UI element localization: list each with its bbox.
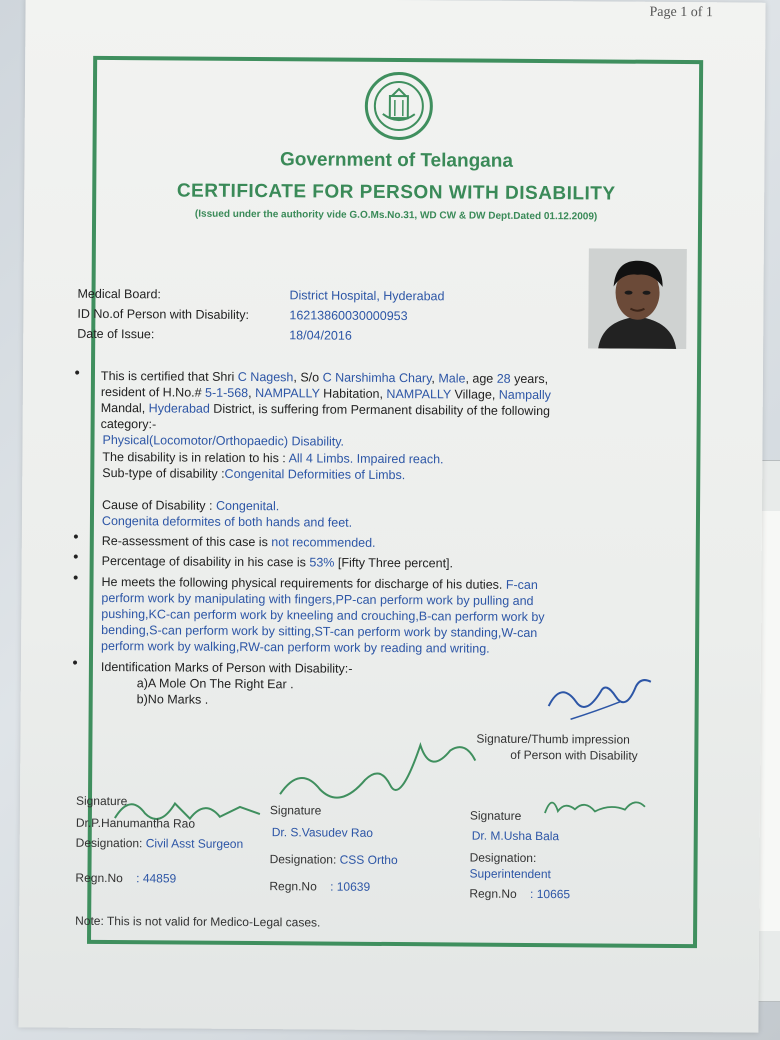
designation-1: Designation: Civil Asst Surgeon xyxy=(75,835,244,851)
signature-label-3: Signature xyxy=(469,808,522,823)
regn-1: Regn.No : 44859 xyxy=(75,870,177,886)
regn-3: Regn.No : 10665 xyxy=(469,886,571,902)
designation-3: Superintendent xyxy=(469,866,551,882)
cause-detail: Congenita deformites of both hands and feet. xyxy=(101,513,353,530)
designation-label-3: Designation: xyxy=(469,850,537,866)
bullet: • xyxy=(72,365,82,382)
doctor-name-2: Dr. S.Vasudev Rao xyxy=(271,825,374,840)
signature-label-1: Signature xyxy=(75,793,128,809)
medico-legal-note: Note: This is not valid for Medico-Legal cases. xyxy=(75,913,321,930)
date-value: 18/04/2016 xyxy=(289,328,352,343)
reassessment-line: Re-assessment of this case is not recommended. xyxy=(101,533,376,550)
identification-label: Identification Marks of Person with Disability:- xyxy=(100,659,353,676)
cause-line: Cause of Disability : Congenital. xyxy=(102,497,280,514)
signature-3 xyxy=(540,791,660,822)
person-signature-label2: of Person with Disability xyxy=(510,747,638,763)
person-signature xyxy=(540,661,660,732)
government-heading: Government of Telangana xyxy=(279,149,514,172)
percentage-line: Percentage of disability in his case is 53% [Fifty Three percent]. xyxy=(101,553,454,571)
signature-label-2: Signature xyxy=(269,803,322,818)
certificate-paper xyxy=(18,0,765,1033)
designation-2: Designation: CSS Ortho xyxy=(269,852,398,868)
medical-board-value: District Hospital, Hyderabad xyxy=(289,288,445,304)
mark-a: a)A Mole On The Right Ear . xyxy=(136,676,294,692)
relation-line: The disability is in relation to his : All 4 Limbs. Impaired reach. xyxy=(102,449,444,467)
requirements-paragraph: He meets the following physical requirements for discharge of his duties. F-can perform work by manipulating with fingers,PP-can perform work by pulling and pushing,KC-can perform work by kneeling and crouching,B-can perform work by bending,S-can perform work by sitting,ST-can perform work by standing,W-can perform work by walking,RW-can perform work by reading and writing. xyxy=(101,574,545,656)
mark-b: b)No Marks . xyxy=(136,692,209,707)
medical-board-label: Medical Board: xyxy=(77,286,161,302)
person-photo xyxy=(588,248,687,349)
subtype-line: Sub-type of disability :Congenital Deformities of Limbs. xyxy=(102,465,406,483)
bullet: • xyxy=(70,655,80,672)
certification-paragraph: This is certified that Shri C Nagesh, S/o C Narshimha Chary, Male, age 28 years, resident of H.No.# 5-1-568, NAMPALLY Habitation, NAMPALLY Village, Nampally Mandal, Hyderabad District, is suffering from Permanent disability of the following category:- xyxy=(100,368,551,432)
id-label: ID No.of Person with Disability: xyxy=(77,306,250,322)
doctor-name-1: Dr.P.Hanumantha Rao xyxy=(75,815,196,831)
bullet: • xyxy=(71,549,81,566)
regn-2: Regn.No : 10639 xyxy=(269,879,371,894)
person-signature-label: Signature/Thumb impression xyxy=(476,731,630,747)
bullet: • xyxy=(71,570,80,587)
page-number: Page 1 of 1 xyxy=(649,4,713,21)
state-emblem-icon xyxy=(365,72,433,140)
certificate-title: CERTIFICATE FOR PERSON WITH DISABILITY xyxy=(176,180,616,205)
issued-authority: (Issued under the authority vide G.O.Ms.No.31, WD CW & DW Dept.Dated 01.12.2009) xyxy=(194,208,598,223)
doctor-name-3: Dr. M.Usha Bala xyxy=(471,828,560,844)
date-label: Date of Issue: xyxy=(77,326,155,342)
category-value: Physical(Locomotor/Orthopaedic) Disability. xyxy=(102,432,345,449)
bullet: • xyxy=(71,529,81,546)
id-value: 16213860030000953 xyxy=(289,308,408,324)
